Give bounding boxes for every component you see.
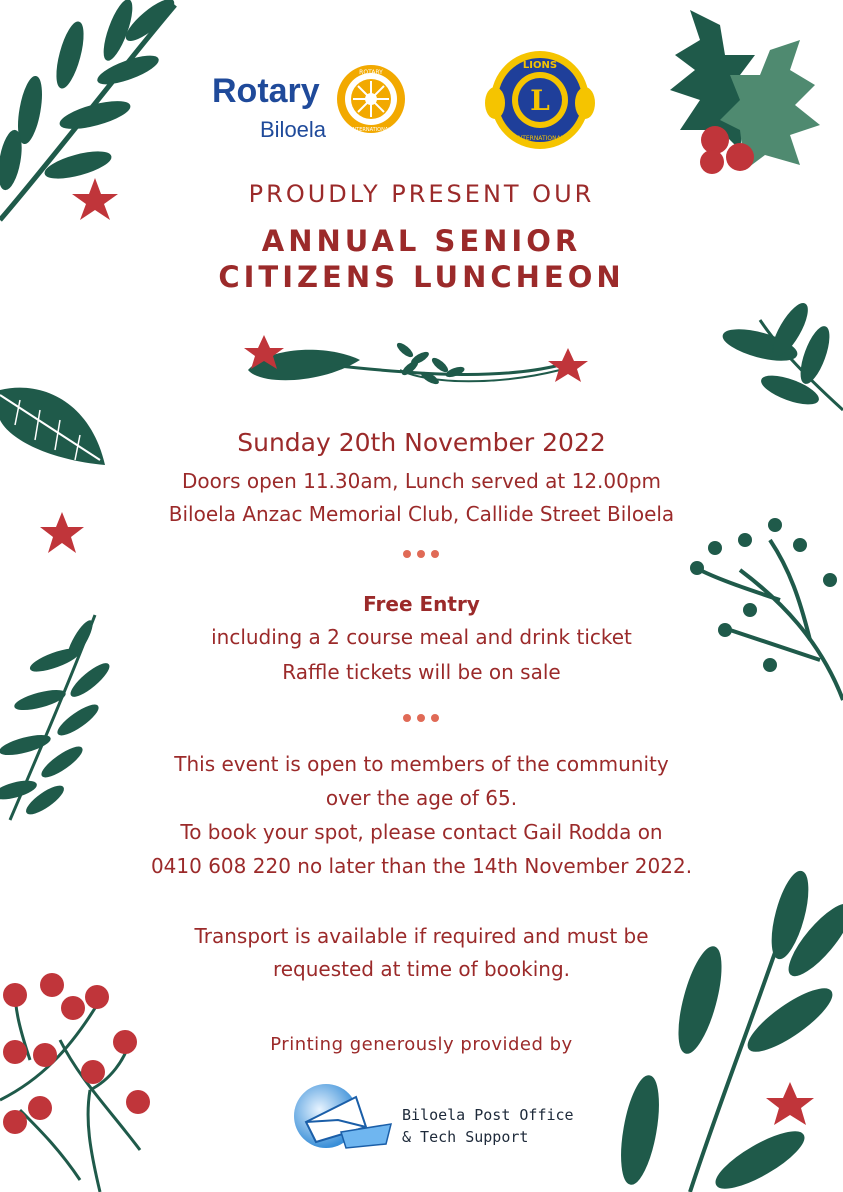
vine-divider-icon: [244, 335, 588, 386]
info-line-5: Transport is available if required and must be: [194, 924, 649, 948]
printing-credit: Printing generously provided by: [270, 1034, 573, 1055]
poinsettia-bottom-right-icon: [766, 1082, 814, 1125]
svg-text:LIONS: LIONS: [522, 60, 558, 71]
lions-logo: [485, 48, 595, 153]
entry-detail-1: including a 2 course meal and drink ticket: [211, 625, 632, 649]
free-entry-heading: Free Entry: [363, 592, 480, 616]
rotary-logo: [212, 62, 412, 142]
info-line-2: over the age of 65.: [325, 786, 518, 810]
svg-text:INTERNATIONAL: INTERNATIONAL: [350, 127, 392, 133]
sponsor-line-1: Biloela Post Office: [402, 1106, 574, 1124]
rotary-wheel-icon: [334, 62, 408, 136]
rotary-club-name: Biloela: [260, 117, 327, 142]
dots-divider-2: [403, 714, 439, 724]
post-office-logo-icon: [286, 1082, 396, 1152]
info-line-4: 0410 608 220 no later than the 14th November 2022.: [150, 854, 693, 878]
svg-text:ROTARY: ROTARY: [359, 69, 383, 76]
event-times: Doors open 11.30am, Lunch served at 12.00pm: [181, 469, 662, 493]
sponsor-name: [402, 1104, 574, 1148]
rotary-wordmark: Rotary: [212, 72, 320, 110]
dots-divider-1: [403, 550, 439, 560]
leaf-branch-bottom-right-icon: [615, 868, 843, 1192]
title-line-1: ANNUAL SENIOR: [261, 224, 582, 258]
svg-text:L: L: [530, 84, 550, 117]
holly-leaves-icon: [670, 10, 820, 174]
event-date: Sunday 20th November 2022: [237, 428, 606, 457]
info-line-3: To book your spot, please contact Gail Rodda on: [180, 820, 663, 844]
info-line-1: This event is open to members of the community: [174, 752, 669, 776]
red-berries-bottom-left-icon: [0, 973, 150, 1192]
sponsor-line-2: & Tech Support: [402, 1128, 529, 1146]
event-venue: Biloela Anzac Memorial Club, Callide Street Biloela: [168, 502, 675, 526]
title-line-2: CITIZENS LUNCHEON: [218, 260, 625, 294]
entry-detail-2: Raffle tickets will be on sale: [282, 660, 561, 684]
leaf-branch-right-icon: [720, 299, 843, 410]
pre-title: PROUDLY PRESENT OUR: [248, 180, 595, 208]
info-line-6: requested at time of booking.: [272, 957, 571, 981]
svg-text:INTERNATIONAL: INTERNATIONAL: [515, 135, 565, 142]
